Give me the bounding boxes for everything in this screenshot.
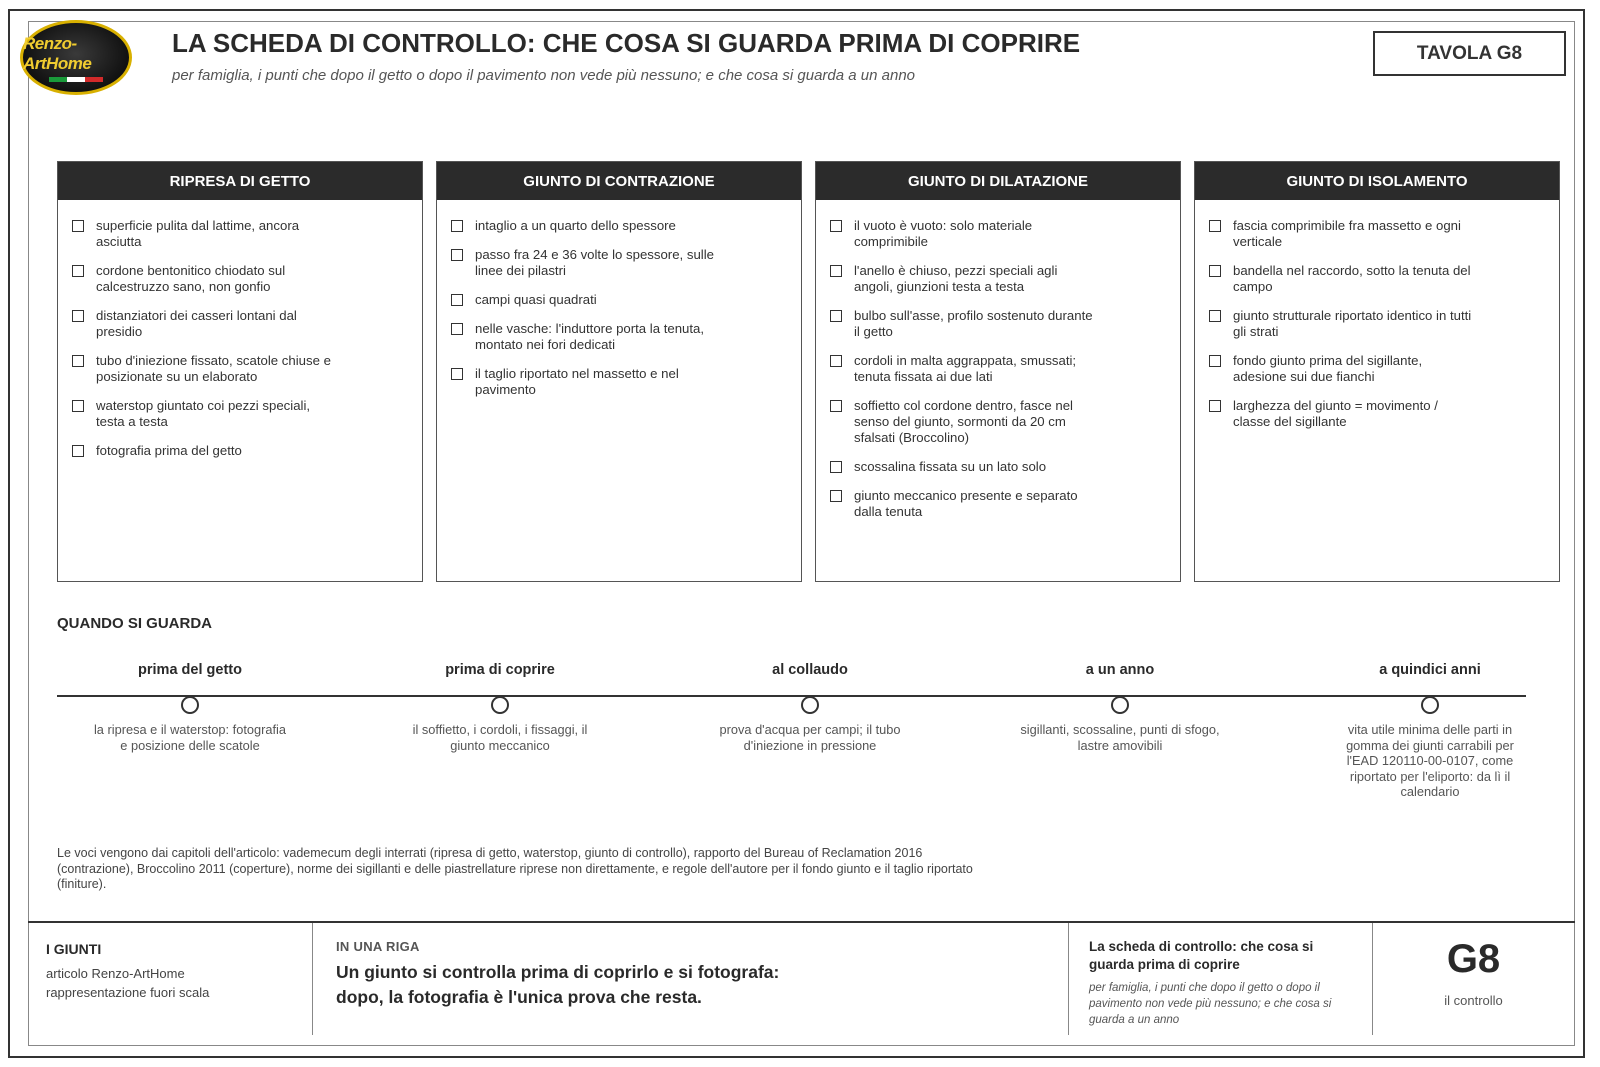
checkbox-icon[interactable] [1209,220,1221,232]
checklist-item [830,459,1166,475]
tavola-badge: TAVOLA G8 [1373,31,1566,76]
sheet-code-label: il controllo [1444,993,1503,1008]
checklist-item-text: soffietto col cordone dentro, fasce nel senso del giunto, sormonti da 20 cm sfalsati (Broccolino) [854,398,1073,445]
checklist-item-text: fondo giunto prima del sigillante, adesione sui due fianchi [1233,353,1423,384]
checkbox-icon[interactable] [451,368,463,380]
checklist-item [830,308,1166,340]
checkbox-icon[interactable] [72,400,84,412]
checklist-item [830,263,1166,295]
footer-divider [28,921,1575,923]
timeline-step [1015,662,1225,753]
checkbox-icon[interactable] [830,310,842,322]
checkbox-icon[interactable] [830,461,842,473]
timeline-step [85,662,295,753]
checklist-item-text: l'anello è chiuso, pezzi speciali agli angoli, giunzioni testa a testa [854,263,1058,294]
checklist-item [1209,353,1545,385]
sheet-subtitle: per famiglia, i punti che dopo il getto o dopo il pavimento non vede più nessuno; e che cosa si guarda a un anno [1089,982,1332,1026]
checkbox-icon[interactable] [830,220,842,232]
checkbox-icon[interactable] [72,445,84,457]
checklist-item-text: bandella nel raccordo, sotto la tenuta del campo [1233,263,1471,294]
timeline-step-label: prima di coprire [445,662,555,678]
timeline-dot-icon [491,696,509,714]
checklist-item-text: intaglio a un quarto dello spessore [475,218,676,233]
checklist-item [72,398,408,430]
checklist-item-text: giunto strutturale riportato identico in tutti gli strati [1233,308,1472,339]
summary-text: Un giunto si controlla prima di coprirlo e si fotografa: dopo, la fotografia è l'unica prova che resta. [336,962,780,1007]
checklist-item [830,398,1166,446]
italian-flag-icon [49,77,103,82]
checklist-item [451,366,787,398]
timeline-step-label: a un anno [1085,662,1155,678]
checklist-item-text: larghezza del giunto = movimento / classe del sigillante [1233,398,1438,429]
checkbox-icon[interactable] [72,265,84,277]
timeline-step-desc: la ripresa e il waterstop: fotografia e posizione delle scatole [93,722,287,753]
checklist [58,200,422,459]
page-title: LA SCHEDA DI CONTROLLO: CHE COSA SI GUARDA PRIMA DI COPRIRE [172,28,1081,58]
summary-label: IN UNA RIGA [336,939,420,954]
checkbox-icon[interactable] [451,220,463,232]
timeline-step [705,662,915,753]
timeline-step-label: a quindici anni [1379,662,1481,678]
timeline-step-desc: sigillanti, scossaline, punti di sfogo, lastre amovibili [1020,722,1220,753]
series-title: I GIUNTI [46,941,102,957]
checklist-item [451,247,787,279]
checklist-card [815,161,1181,582]
card-header: GIUNTO DI DILATAZIONE [816,162,1180,200]
series-article: articolo Renzo-ArtHome [46,966,185,981]
checklist-item-text: waterstop giuntato coi pezzi speciali, testa a testa [96,398,311,429]
checkbox-icon[interactable] [451,294,463,306]
checklist-item [451,218,787,234]
checklist-item [72,308,408,340]
checklist-item-text: superficie pulita dal lattime, ancora asciutta [96,218,300,249]
checklist-item [1209,308,1545,340]
checkbox-icon[interactable] [72,355,84,367]
checkbox-icon[interactable] [451,249,463,261]
checklist-item [72,353,408,385]
checklist-card [436,161,802,582]
timeline-dot-icon [801,696,819,714]
timeline-step [395,662,605,753]
footer-separator [312,923,313,1035]
checklist-item-text: campi quasi quadrati [475,292,597,307]
checklist-item-text: tubo d'iniezione fissato, scatole chiuse e posizionate su un elaborato [96,353,331,384]
checklist-item [1209,398,1545,430]
card-header: RIPRESA DI GETTO [58,162,422,200]
checklist-item [451,292,787,308]
checklist-item-text: nelle vasche: l'induttore porta la tenuta, montato nei fori dedicati [475,321,705,352]
checkbox-icon[interactable] [72,220,84,232]
checkbox-icon[interactable] [830,355,842,367]
checkbox-icon[interactable] [830,490,842,502]
card-header: GIUNTO DI ISOLAMENTO [1195,162,1559,200]
checklist-item [72,218,408,250]
checklist-item-text: il vuoto è vuoto: solo materiale comprimibile [854,218,1033,249]
checklist-item [830,353,1166,385]
logo-text: Renzo-ArtHome [23,33,92,73]
checklist-card [57,161,423,582]
checklist-item-text: il taglio riportato nel massetto e nel pavimento [475,366,679,397]
checklist-card [1194,161,1560,582]
checklist-item-text: bulbo sull'asse, profilo sostenuto durante il getto [854,308,1093,339]
checkbox-icon[interactable] [1209,355,1221,367]
page-subtitle: per famiglia, i punti che dopo il getto o dopo il pavimento non vede più nessuno; e che cosa si guarda a un anno [172,67,916,84]
checklist-item-text: fotografia prima del getto [96,443,242,458]
checklist-item-text: passo fra 24 e 36 volte lo spessore, sulle linee dei pilastri [475,247,714,278]
checklist-item-text: cordoli in malta aggrappata, smussati; tenuta fissata ai due lati [854,353,1077,384]
checklist-item-text: scossalina fissata su un lato solo [854,459,1047,474]
timeline-dot-icon [1421,696,1439,714]
timeline-step-label: al collaudo [772,662,848,678]
checklist-item-text: fascia comprimibile fra massetto e ogni verticale [1233,218,1461,249]
checkbox-icon[interactable] [1209,265,1221,277]
checklist-item-text: distanziatori dei casseri lontani dal presidio [96,308,297,339]
checklist-item [72,443,408,459]
timeline-title: QUANDO SI GUARDA [57,615,213,632]
timeline-dot-icon [1111,696,1129,714]
checkbox-icon[interactable] [830,265,842,277]
timeline-step-desc: prova d'acqua per campi; il tubo d'iniezione in pressione [719,722,901,753]
checklist [437,200,801,398]
checkbox-icon[interactable] [830,400,842,412]
checklist-item [830,218,1166,250]
checklist-item-text: giunto meccanico presente e separato dalla tenuta [854,488,1078,519]
checkbox-icon[interactable] [72,310,84,322]
checkbox-icon[interactable] [1209,400,1221,412]
source-footnote: Le voci vengono dai capitoli dell'articolo: vademecum degli interrati (ripresa di getto, waterstop, giunto di controllo), rapporto del Bureau of Reclamation 2016 (contrazione), Broccolino 2011 (coperture), norme dei sigillanti e delle piastrellature riprese non direttamente, e regole dell'autore per il fondo giunto e il taglio riportato (finiture). [57,846,973,891]
checklist-item [830,488,1166,520]
sheet-title: La scheda di controllo: che cosa si guarda prima di coprire [1089,939,1314,972]
timeline-step-desc: vita utile minima delle parti in gomma dei giunti carrabili per l'EAD 120110-00-0107, come riportato per l'eliporto: da lì il calendario [1346,722,1514,799]
card-header: GIUNTO DI CONTRAZIONE [437,162,801,200]
timeline-step-label: prima del getto [138,662,242,678]
checklist-item-text: cordone bentonitico chiodato sul calcestruzzo sano, non gonfio [96,263,286,294]
timeline-dot-icon [181,696,199,714]
brand-logo [20,20,132,95]
checklist-item [1209,218,1545,250]
checklist-item [451,321,787,353]
footer-separator [1068,923,1069,1035]
timeline-step-desc: il soffietto, i cordoli, i fissaggi, il giunto meccanico [412,722,588,753]
checklist-item [1209,263,1545,295]
series-scale-note: rappresentazione fuori scala [46,985,210,1000]
sheet-code: G8 [1446,937,1501,981]
checkbox-icon[interactable] [1209,310,1221,322]
timeline-step [1325,662,1535,800]
checklist [816,200,1180,520]
checklist-item [72,263,408,295]
checklist [1195,200,1559,430]
checkbox-icon[interactable] [451,323,463,335]
